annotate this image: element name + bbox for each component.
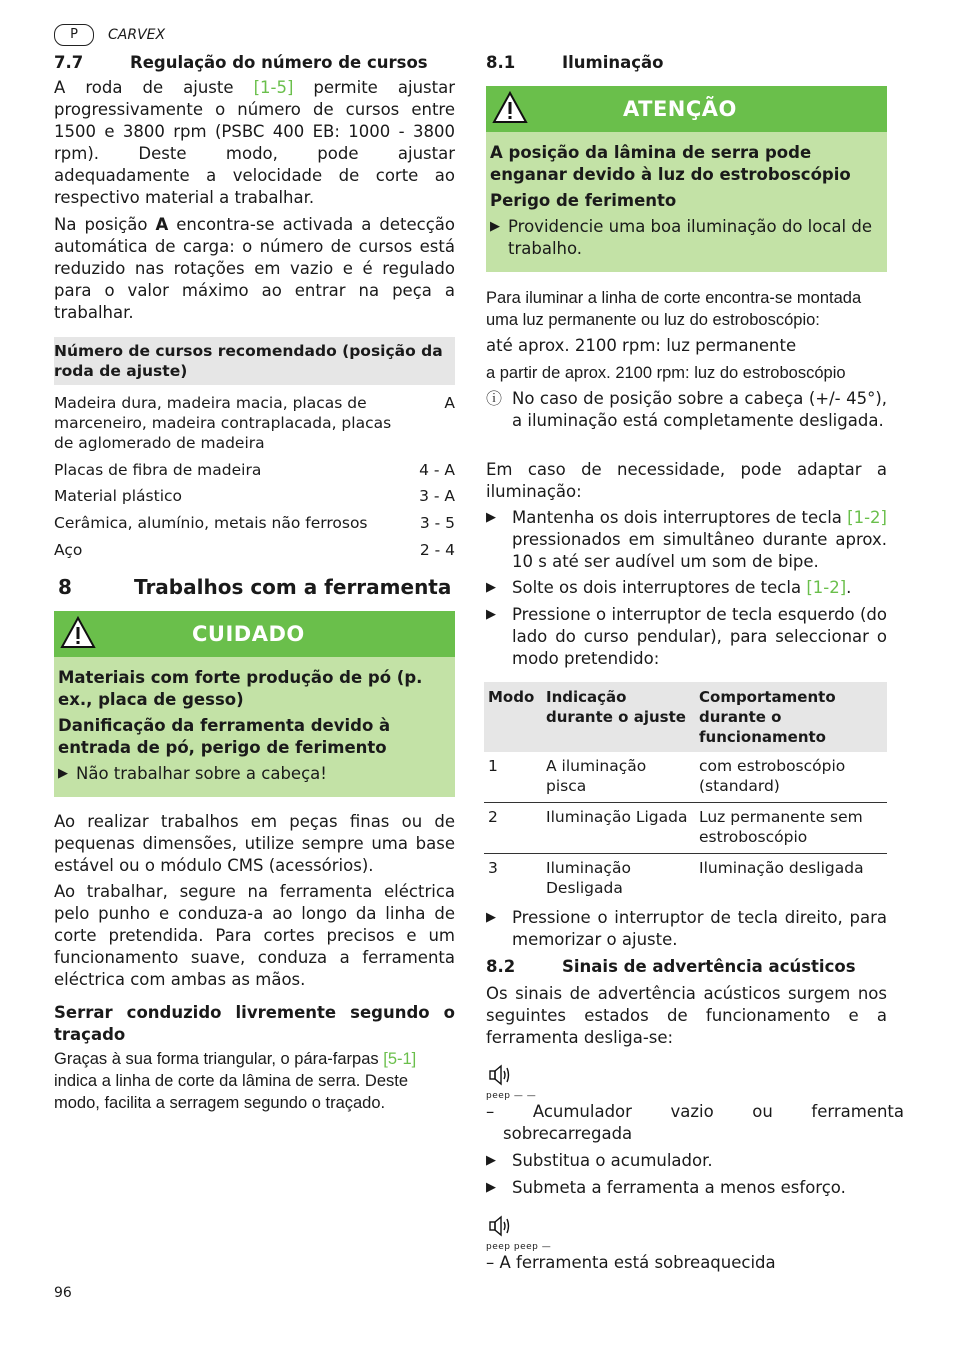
table-row: Placas de fibra de madeira 4 - A: [54, 461, 455, 479]
bullet-arrow-icon: ▶: [486, 910, 496, 925]
attention-bullet: ▶ Providencie uma boa iluminação do local de trabalho.: [490, 217, 872, 258]
page-header: [54, 24, 165, 46]
signal-pattern-2: peep peep —: [486, 1242, 552, 1252]
attention-title-bar: [486, 86, 887, 132]
section-7-7-paragraph-2: Na posição A encontra-se activada a detecção automática de carga: o número de cursos está reduzido nas rotações em vazio e é regulado para o valor máximo ao entrar na peça a trabalhar.: [54, 215, 455, 322]
figure-reference: [1-2]: [847, 508, 887, 527]
freehand-sawing-heading: Serrar conduzido livremente segundo o traçado: [54, 1003, 455, 1044]
speaker-icon: [488, 1215, 512, 1237]
warning-triangle-icon: [492, 90, 528, 126]
signal-pattern-1: peep — —: [486, 1091, 537, 1101]
table-row: Material plástico 3 - A: [54, 487, 455, 505]
step-bullet-4: ▶ Pressione o interruptor de tecla direito, para memorizar o ajuste.: [486, 908, 887, 949]
bullet-arrow-icon: ▶: [486, 510, 496, 525]
caution-box: [54, 611, 455, 797]
section-7-7-heading: 7.7 Regulação do número de cursos: [54, 53, 428, 72]
caution-title-bar: [54, 611, 455, 657]
section-8-1-heading: 8.1 Iluminação: [486, 53, 664, 72]
language-badge: P: [54, 24, 94, 46]
table-row: 2 Iluminação Ligada Luz permanente sem estroboscópio: [484, 803, 887, 854]
bullet-arrow-icon: ▶: [486, 1180, 496, 1195]
page-number: 96: [54, 1285, 72, 1301]
warning-triangle-icon: [60, 615, 96, 651]
figure-reference: [1-5]: [253, 78, 294, 97]
table-row: Madeira dura, madeira macia, placas de marceneiro, madeira contraplacada, placas de aglomerado de madeira A: [54, 394, 455, 452]
table-row: 3 Iluminação Desligada Iluminação desligada: [488, 859, 864, 897]
figure-reference: [5-1]: [383, 1050, 417, 1068]
section-8-paragraph-1: Ao realizar trabalhos em peças finas ou de pequenas dimensões, utilize sempre uma base estável ou o módulo CMS (acessórios).: [54, 812, 455, 875]
table-row: Cerâmica, alumínio, metais não ferrosos 3 - 5: [54, 514, 455, 532]
acoustic-signals-paragraph: Os sinais de advertência acústicos surgem nos seguintes estados de funcionamento e a ferramenta desliga-se:: [486, 984, 887, 1047]
bullet-arrow-icon: ▶: [486, 1153, 496, 1168]
signal-1-bullet-1: ▶ Substitua o acumulador.: [486, 1151, 713, 1170]
section-7-7-paragraph-1: A roda de ajuste [1-5] permite ajustar progressivamente o número de cursos entre 1500 e 3800 rpm (PSBC 400 EB: 1000 - 3800 rpm). Deste modo, pode ajustar adequadamente a velocidade de corte ao respectivo material a trabalhar.: [54, 78, 455, 207]
column-header: Indicação durante o ajuste: [542, 682, 695, 752]
signal-1-bullet-2: ▶ Submeta a ferramenta a menos esforço.: [486, 1178, 846, 1197]
caution-title: CUIDADO: [192, 622, 305, 646]
step-bullet-2: ▶ Solte os dois interruptores de tecla [1-2].: [486, 578, 852, 597]
attention-line-2: Perigo de ferimento: [490, 191, 677, 210]
speaker-icon: [488, 1064, 512, 1086]
info-note: ⓘ No caso de posição sobre a cabeça (+/- 45°), a iluminação está completamente desligada.: [486, 389, 887, 430]
signal-1-description: – Acumulador vazio ou ferramenta sobrecarregada: [486, 1102, 904, 1143]
caution-line-1: Materiais com forte produção de pó (p. ex., placa de gesso): [58, 668, 423, 709]
lighting-paragraph-3: a partir de aprox. 2100 rpm: luz do estroboscópio: [486, 364, 846, 382]
section-8-heading: 8 Trabalhos com a ferramenta: [58, 575, 452, 599]
section-8-paragraph-2: Ao trabalhar, segure na ferramenta eléctrica pelo punho e conduza-a ao longo da linha de corte pretendida. Para cortes precisos e um funcionamento suave, conduza a ferramenta eléctrica com ambas as mãos.: [54, 882, 455, 989]
lighting-paragraph-4: Em caso de necessidade, pode adaptar a iluminação:: [486, 460, 887, 501]
bullet-arrow-icon: ▶: [486, 580, 496, 595]
step-bullet-3: ▶ Pressione o interruptor de tecla esquerdo (do lado do curso pendular), para seleccionar o modo pretendido:: [486, 605, 887, 668]
lighting-paragraph-1: Para iluminar a linha de corte encontra-se montada uma luz permanente ou luz do estroboscópio:: [486, 289, 862, 329]
figure-reference: [1-2]: [806, 578, 847, 597]
table-row: Aço 2 - 4: [54, 541, 455, 559]
signal-2-description: – A ferramenta está sobreaquecida: [486, 1253, 776, 1272]
freehand-sawing-paragraph: Graças à sua forma triangular, o pára-farpas [5-1] indica a linha de corte da lâmina de serra. Deste modo, facilita a serragem segundo o traçado.: [54, 1050, 417, 1112]
step-bullet-1: ▶ Mantenha os dois interruptores de tecla [1-2] pressionados em simultâneo durante aprox. 10 s até ser audível um som de bipe.: [486, 508, 887, 571]
caution-bullet: ▶ Não trabalhar sobre a cabeça!: [58, 764, 327, 783]
caution-line-2: Danificação da ferramenta devido à entrada de pó, perigo de ferimento: [58, 716, 391, 757]
lighting-paragraph-2: até aprox. 2100 rpm: luz permanente: [486, 336, 797, 355]
bullet-arrow-icon: ▶: [486, 607, 496, 622]
lighting-mode-table: [484, 682, 887, 904]
attention-title: ATENÇÃO: [623, 97, 737, 121]
attention-box: [486, 86, 887, 272]
info-icon: ⓘ: [486, 389, 503, 408]
column-header: Modo: [484, 682, 542, 752]
table-row: 1 A iluminação pisca com estroboscópio (standard): [484, 752, 887, 803]
brand-name: CARVEX: [108, 27, 166, 43]
bullet-arrow-icon: ▶: [58, 766, 68, 781]
attention-line-1: A posição da lâmina de serra pode enganar devido à luz do estroboscópio: [490, 143, 851, 184]
stroke-rate-table-header: Número de cursos recomendado (posição da roda de ajuste): [54, 337, 455, 385]
stroke-rate-table: [54, 337, 455, 385]
section-8-2-heading: 8.2 Sinais de advertência acústicos: [486, 957, 856, 976]
column-header: Comportamento durante o funcionamento: [695, 682, 887, 752]
bullet-arrow-icon: ▶: [490, 219, 500, 234]
